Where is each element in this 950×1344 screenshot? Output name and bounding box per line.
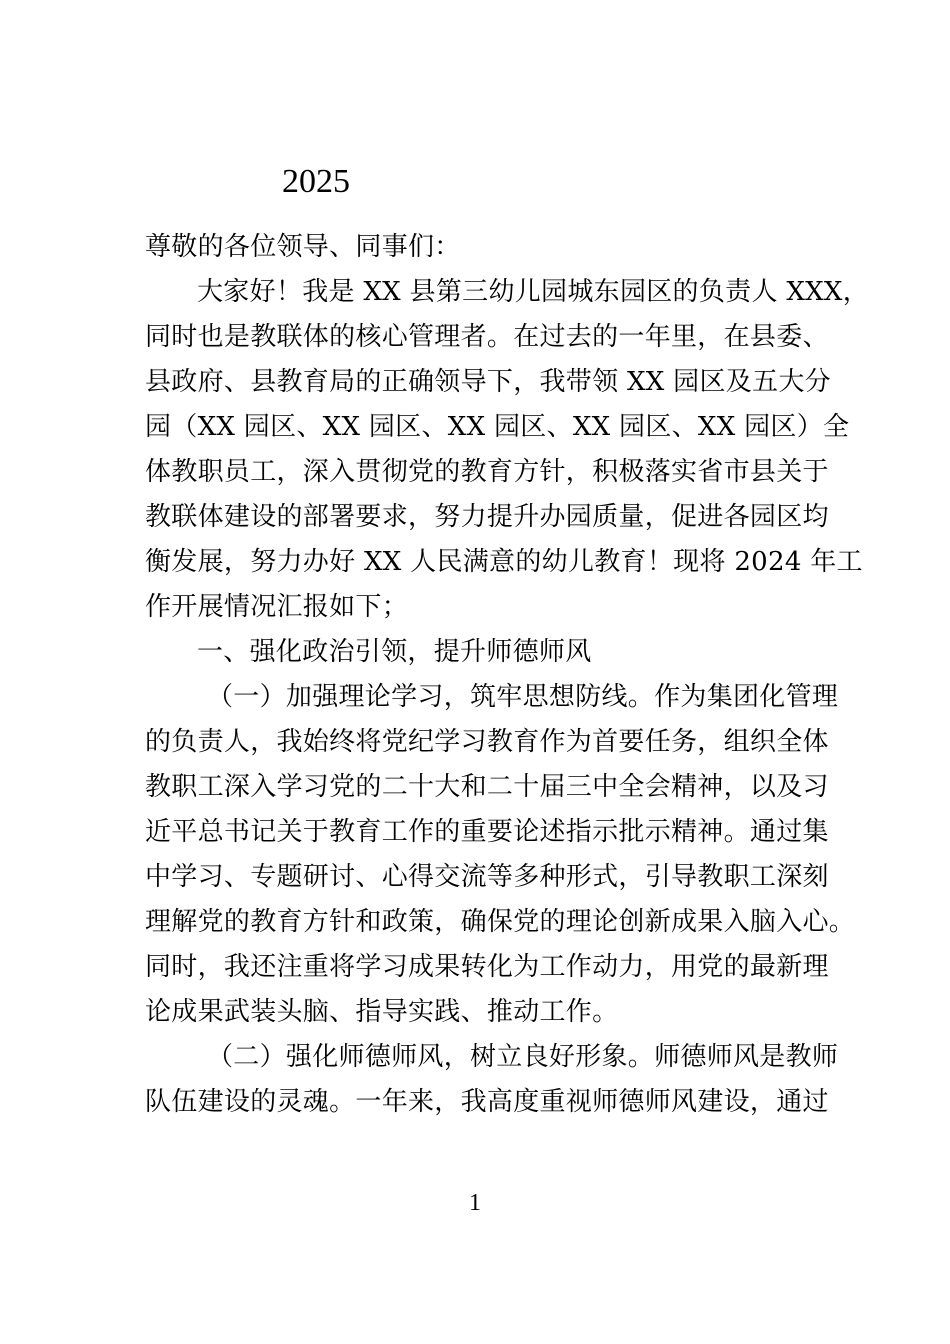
paragraph-line: 园（XX 园区、XX 园区、XX 园区、XX 园区、XX 园区）全 xyxy=(145,412,850,442)
paragraph-line: 作开展情况汇报如下； xyxy=(145,592,409,622)
paragraph-line: 队伍建设的灵魂。一年来，我高度重视师德师风建设，通过 xyxy=(145,1087,829,1117)
paragraph-line: 的负责人，我始终将党纪学习教育作为首要任务，组织全体 xyxy=(145,727,829,757)
paragraph-line: 论成果武装头脑、指导实践、推动工作。 xyxy=(145,997,619,1027)
paragraph-line: 县政府、县教育局的正确领导下，我带领 XX 园区及五大分 xyxy=(145,367,831,397)
paragraph-line: 中学习、专题研讨、心得交流等多种形式，引导教职工深刻 xyxy=(145,862,829,892)
subsection-heading: （二）强化师德师风，树立良好形象。师德师风是教师 xyxy=(207,1042,839,1072)
paragraph-line: 教职工深入学习党的二十大和二十届三中全会精神，以及习 xyxy=(145,772,829,802)
document-body xyxy=(145,225,870,1125)
paragraph-line: 理解党的教育方针和政策，确保党的理论创新成果入脑入心。 xyxy=(145,907,856,937)
salutation: 尊敬的各位领导、同事们： xyxy=(145,232,461,262)
document-title: 2025 xyxy=(282,163,350,200)
paragraph-line: 衡发展，努力办好 XX 人民满意的幼儿教育！现将 2024 年工 xyxy=(145,547,863,577)
paragraph-line: 近平总书记关于教育工作的重要论述指示批示精神。通过集 xyxy=(145,817,829,847)
paragraph-line: 同时，我还注重将学习成果转化为工作动力，用党的最新理 xyxy=(145,952,829,982)
paragraph-line: 大家好！我是 XX 县第三幼儿园城东园区的负责人 XXX， xyxy=(197,277,870,307)
paragraph-line: 体教职员工，深入贯彻党的教育方针，积极落实省市县关于 xyxy=(145,457,829,487)
paragraph-line: 同时也是教联体的核心管理者。在过去的一年里，在县委、 xyxy=(145,322,829,352)
page-number: 1 xyxy=(469,1190,481,1216)
section-heading: 一、强化政治引领，提升师德师风 xyxy=(197,637,592,667)
subsection-heading: （一）加强理论学习，筑牢思想防线。作为集团化管理 xyxy=(207,682,839,712)
paragraph-line: 教联体建设的部署要求，努力提升办园质量，促进各园区均 xyxy=(145,502,829,532)
